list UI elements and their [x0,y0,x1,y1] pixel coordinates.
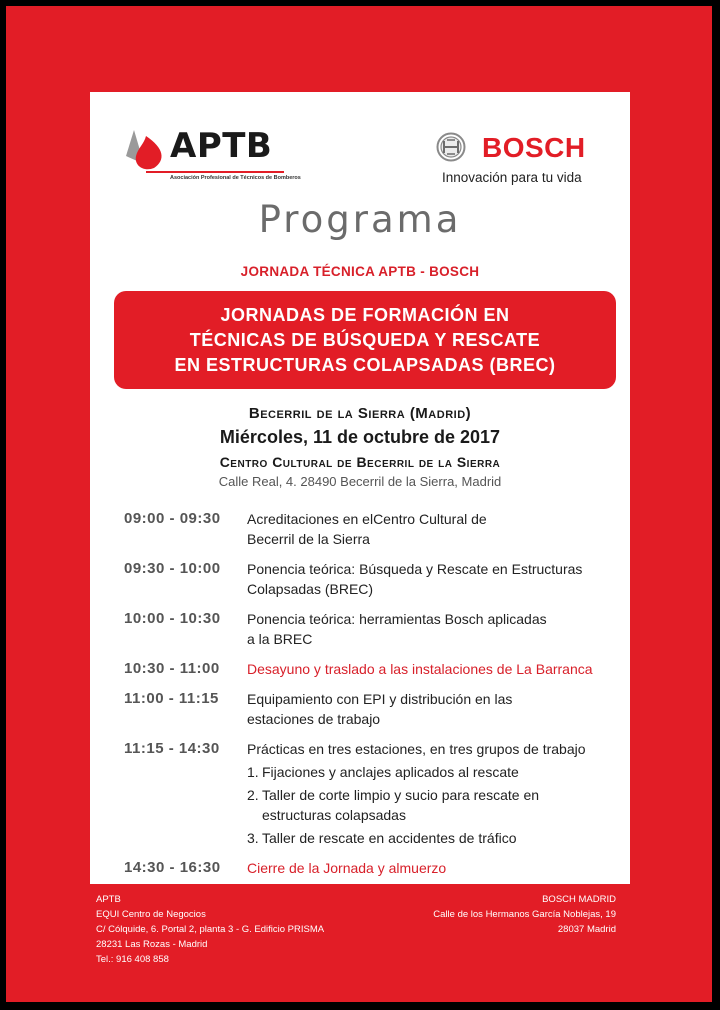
sub-item [247,785,586,825]
event-venue: Centro Cultural de Becerril de la Sierra [219,454,501,470]
schedule-time: 09:30 - 10:00 [124,560,221,577]
banner-line: EN ESTRUCTURAS COLAPSADAS (BREC) [174,354,556,375]
description-line: Becerril de la Sierra [247,531,370,547]
sub-item-text: Taller de rescate en accidentes de tráfico [262,830,517,846]
aptb-underline [146,171,284,173]
description-line: a la BREC [247,631,313,647]
footer-line: BOSCH MADRID [542,894,616,905]
schedule-row [124,558,624,599]
sub-item-number: 2. [247,787,259,803]
schedule-time: 10:30 - 11:00 [124,660,220,677]
sub-item [247,828,586,848]
schedule-row [124,738,624,848]
bosch-armature-icon [436,132,466,162]
banner-line: TÉCNICAS DE BÚSQUEDA Y RESCATE [189,329,541,350]
footer-line: EQUI Centro de Negocios [96,909,206,920]
footer-line: C/ Cólquide, 6. Portal 2, planta 3 - G. Edificio PRISMA [96,924,325,935]
aptb-logo-text: APTB [170,126,273,166]
footer-line: Calle de los Hermanos García Noblejas, 19 [433,909,616,920]
page-title: Programa [258,198,462,241]
footer-aptb-contact [96,892,324,967]
event-address: Calle Real, 4. 28490 Becerril de la Sierra, Madrid [218,474,502,489]
program-card [90,92,630,884]
sub-item [247,762,586,782]
schedule-time: 14:30 - 16:30 [124,859,221,876]
schedule-row [124,857,624,878]
footer-line: 28231 Las Rozas - Madrid [96,939,208,950]
schedule-row [124,688,624,729]
schedule-description [247,857,446,878]
description-line: Desayuno y traslado a las instalaciones de La Barranca [247,661,593,677]
description-line: Equipamiento con EPI y distribución en las [247,691,513,707]
schedule-row [124,508,624,549]
sub-item-text: Fijaciones y anclajes aplicados al rescate [262,764,519,780]
schedule-time: 10:00 - 10:30 [124,610,221,627]
footer-line: Tel.: 916 408 858 [96,954,169,965]
schedule-description [247,608,547,649]
sub-item-number: 3. [247,830,259,846]
bosch-logo [436,132,596,192]
description-line: Prácticas en tres estaciones, en tres grupos de trabajo [247,741,586,757]
aptb-logo-subtitle: Asociación Profesional de Técnicos de Bomberos [170,175,301,181]
sub-item-text: estructuras colapsadas [262,807,406,823]
event-town: Becerril de la Sierra (Madrid) [248,405,472,422]
schedule-description [247,688,512,729]
description-line: Ponencia teórica: Búsqueda y Rescate en Estructuras [247,561,583,577]
schedule-description [247,558,582,599]
schedule-time: 11:00 - 11:15 [124,690,219,707]
poster-background [6,6,712,1002]
description-line: Acreditaciones en elCentro Cultural de [247,511,487,527]
bosch-logo-text: BOSCH [482,132,586,163]
event-banner [114,291,616,389]
schedule-time: 11:15 - 14:30 [124,740,220,757]
footer-bosch-contact [433,892,616,937]
schedule-time: 09:00 - 09:30 [124,510,221,527]
schedule-description [247,658,593,679]
flame-icon [124,126,168,172]
sub-item-number: 1. [247,764,259,780]
description-line: Ponencia teórica: herramientas Bosch aplicadas [247,611,547,627]
description-line: estaciones de trabajo [247,711,381,727]
description-line: Cierre de la Jornada y almuerzo [247,860,447,876]
banner-line: JORNADAS DE FORMACIÓN EN [220,304,510,325]
schedule-description [247,738,586,848]
event-date: Miércoles, 11 de octubre de 2017 [219,427,501,447]
schedule-row [124,608,624,649]
footer-line: APTB [96,894,121,905]
schedule-description [247,508,487,549]
schedule-row [124,658,624,679]
schedule-list [124,508,624,887]
description-line: Colapsadas (BREC) [247,581,374,597]
event-subtitle: JORNADA TÉCNICA APTB - BOSCH [240,264,480,279]
footer-line: 28037 Madrid [557,924,616,935]
sub-item-text: Taller de corte limpio y sucio para rescate en [262,787,540,803]
aptb-logo [124,126,301,188]
bosch-tagline: Innovación para tu vida [442,170,582,185]
